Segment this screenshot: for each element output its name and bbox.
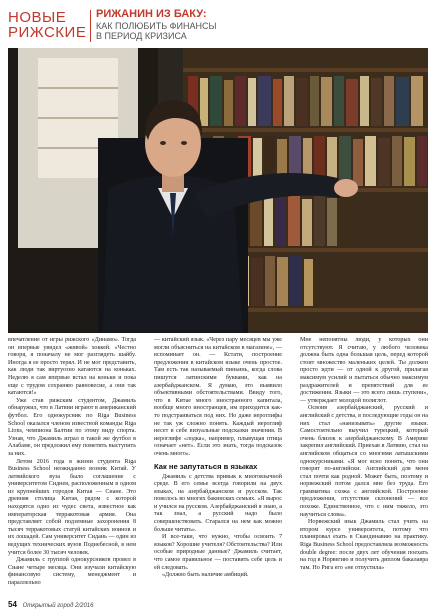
paragraph: Уже став рижским студентом, Джамиль обнаружил, что в Латвии играют в американский футбол. Его однокурсник по Riga Business School оказался членом известной команды Riga Lions, чемпиона Балтии по этому виду спорта. Узнав, что Джамиль играл в такой же футбол в Алабаме, он предложил ему пометить выступить за них. <box>8 397 136 457</box>
paragraph: — китайский язык. «Через пару месяцев мы уже могли объясниться на китайском в магазине», — вспоминает он. — Кстати, построение предложения в китайском языке очень простое. Там есть так называемый пиньинь, когда слова пишутся латинскими буквами, как на азербайджанском. Я думаю, это выявило объективными обстоятельствами. Ввиду того, что в Китае много иностранного капитала, вообще много иностранцев, им приходится как-то подстраиваться под них. Но даже иероглифы не так уж сложно понять. Каждый иероглиф несет в себе визуальные подсказки значения. В иероглифе «лодка», например, плывущая птица означает «нет». Если это знать, тогда подсказок очень много». <box>154 337 282 457</box>
library-photo <box>8 48 428 333</box>
magazine-name: Открытый город 2/2016 <box>22 603 94 609</box>
article-title: РИЖАНИН ИЗ БАКУ: <box>96 8 207 20</box>
paragraph: Норвежский язык Джамиль стал учить на втором курсе университета, потому что планировал ехать в Скандинавию на практику. Riga Business School предоставляла возможность double degree: после двух лет обучения поехать на год в Норвегию и получить диплом бакалавра там. Но Рига его «не отпустила» <box>300 519 428 571</box>
paragraph: Джамиль с детства привык к многоязычной среде. В его семье всегда говорили на двух языках, на азербайджанском и русском. Так повелось во многих бакинских семьях. «Я вырос и учился на русском. Азербайджанский я знаю, а так знал, а русский надо было совершенствовать. Старался на нем как можно больше читать». <box>154 473 282 533</box>
paragraph: впечатление от игры рижского «Динамо». Тогда он впервые увидел «живой» хоккей. «Честно говоря, я поначалу не мог разглядеть шайбу. Иногда я ее просто терял. И не мог представить, как люди так виртуозно катаются на коньках. Неделю я сам впервые встал на коньки и пока еще с трудом сохраняю равновесие, а они так катаются!» <box>8 337 136 397</box>
header-divider <box>90 10 91 42</box>
text-column-1 <box>8 337 136 593</box>
paragraph: «Должно быть наличие амбиций. <box>162 572 249 579</box>
article-subtitle: КАК ПОЛЮБИТЬ ФИНАНСЫ В ПЕРИОД КРИЗИСА <box>96 21 217 41</box>
page-footer <box>8 600 428 610</box>
article-header <box>8 6 428 46</box>
paragraph: Освоив азербайджанский, русский и английский с детства, в последующие годы он на них стал «нанизывать» другие языки. Самостоятельно выучил турецкий, который очень близок к азербайджанскому. В Америке закрепил английский. Приехав в Латвию, стал на английском общаться со многими латышскими однокурсниками. «Я мог ясно понять, что они говорят по-английски. Английский для меня стал почти как родной. Может быть, поэтому и норвежский потом дался мне без труда. Его грамматика схожа с английской. Построение предложения, отсутствие склонений — все похоже. Единственное, что с ним тяжело, это научиться слова». <box>300 405 428 518</box>
text-column-2 <box>154 337 282 593</box>
section-label: НОВЫЕ РИЖСКИЕ <box>8 9 87 41</box>
paragraph: Джамиль с группой однокурсников провел в Сиане четыре месяца. Они изучали китайскую финансовую систему, менеджмент и параллельно <box>8 557 136 586</box>
section-heading: Как не запутаться в языках <box>154 461 258 471</box>
text-column-3 <box>300 337 428 593</box>
paragraph: Летом 2016 года в жизни студента Riga Business School неожиданно возник Китай. У латвийского вуза было соглашение с университетом Сиднея, расположенным в одном из крупнейших городов Китая — Сиане. Это древняя столица Китая, рядом с которой находятся одно из чудес света, известное как императорская терракотовая армия. Она представляет собой подземные захоронения 8 тысяч терракотовых статуй китайских воинов и их лошадей. Сам университет Сидань — один из ведущих технических вузов Поднебесной, в нем учится более 30 тысяч человек. <box>8 458 136 556</box>
paragraph: И все-таки, что нужно, чтобы освоить 7 языков? Хорошие учителя? Обстоятельства? Или особые природные данные? Джамиль считает, что самое правильное — поставить себе цель и ей следовать. <box>154 534 282 571</box>
page-number: 54 <box>8 600 17 609</box>
paragraph: Мне непонятны люди, у которых они отсутствуют. Я считаю, у любого человека должна быть одна большая цель, перед которой стоит множество маленьких целей. Ты должен просто идти — от одной к другой, прилагая максимум усилий и пытаться обычно максимум раздражителей и препятствий для ее достижения. Языки — это всего лишь ступени», — утверждает молодой полиглот. <box>300 337 428 404</box>
